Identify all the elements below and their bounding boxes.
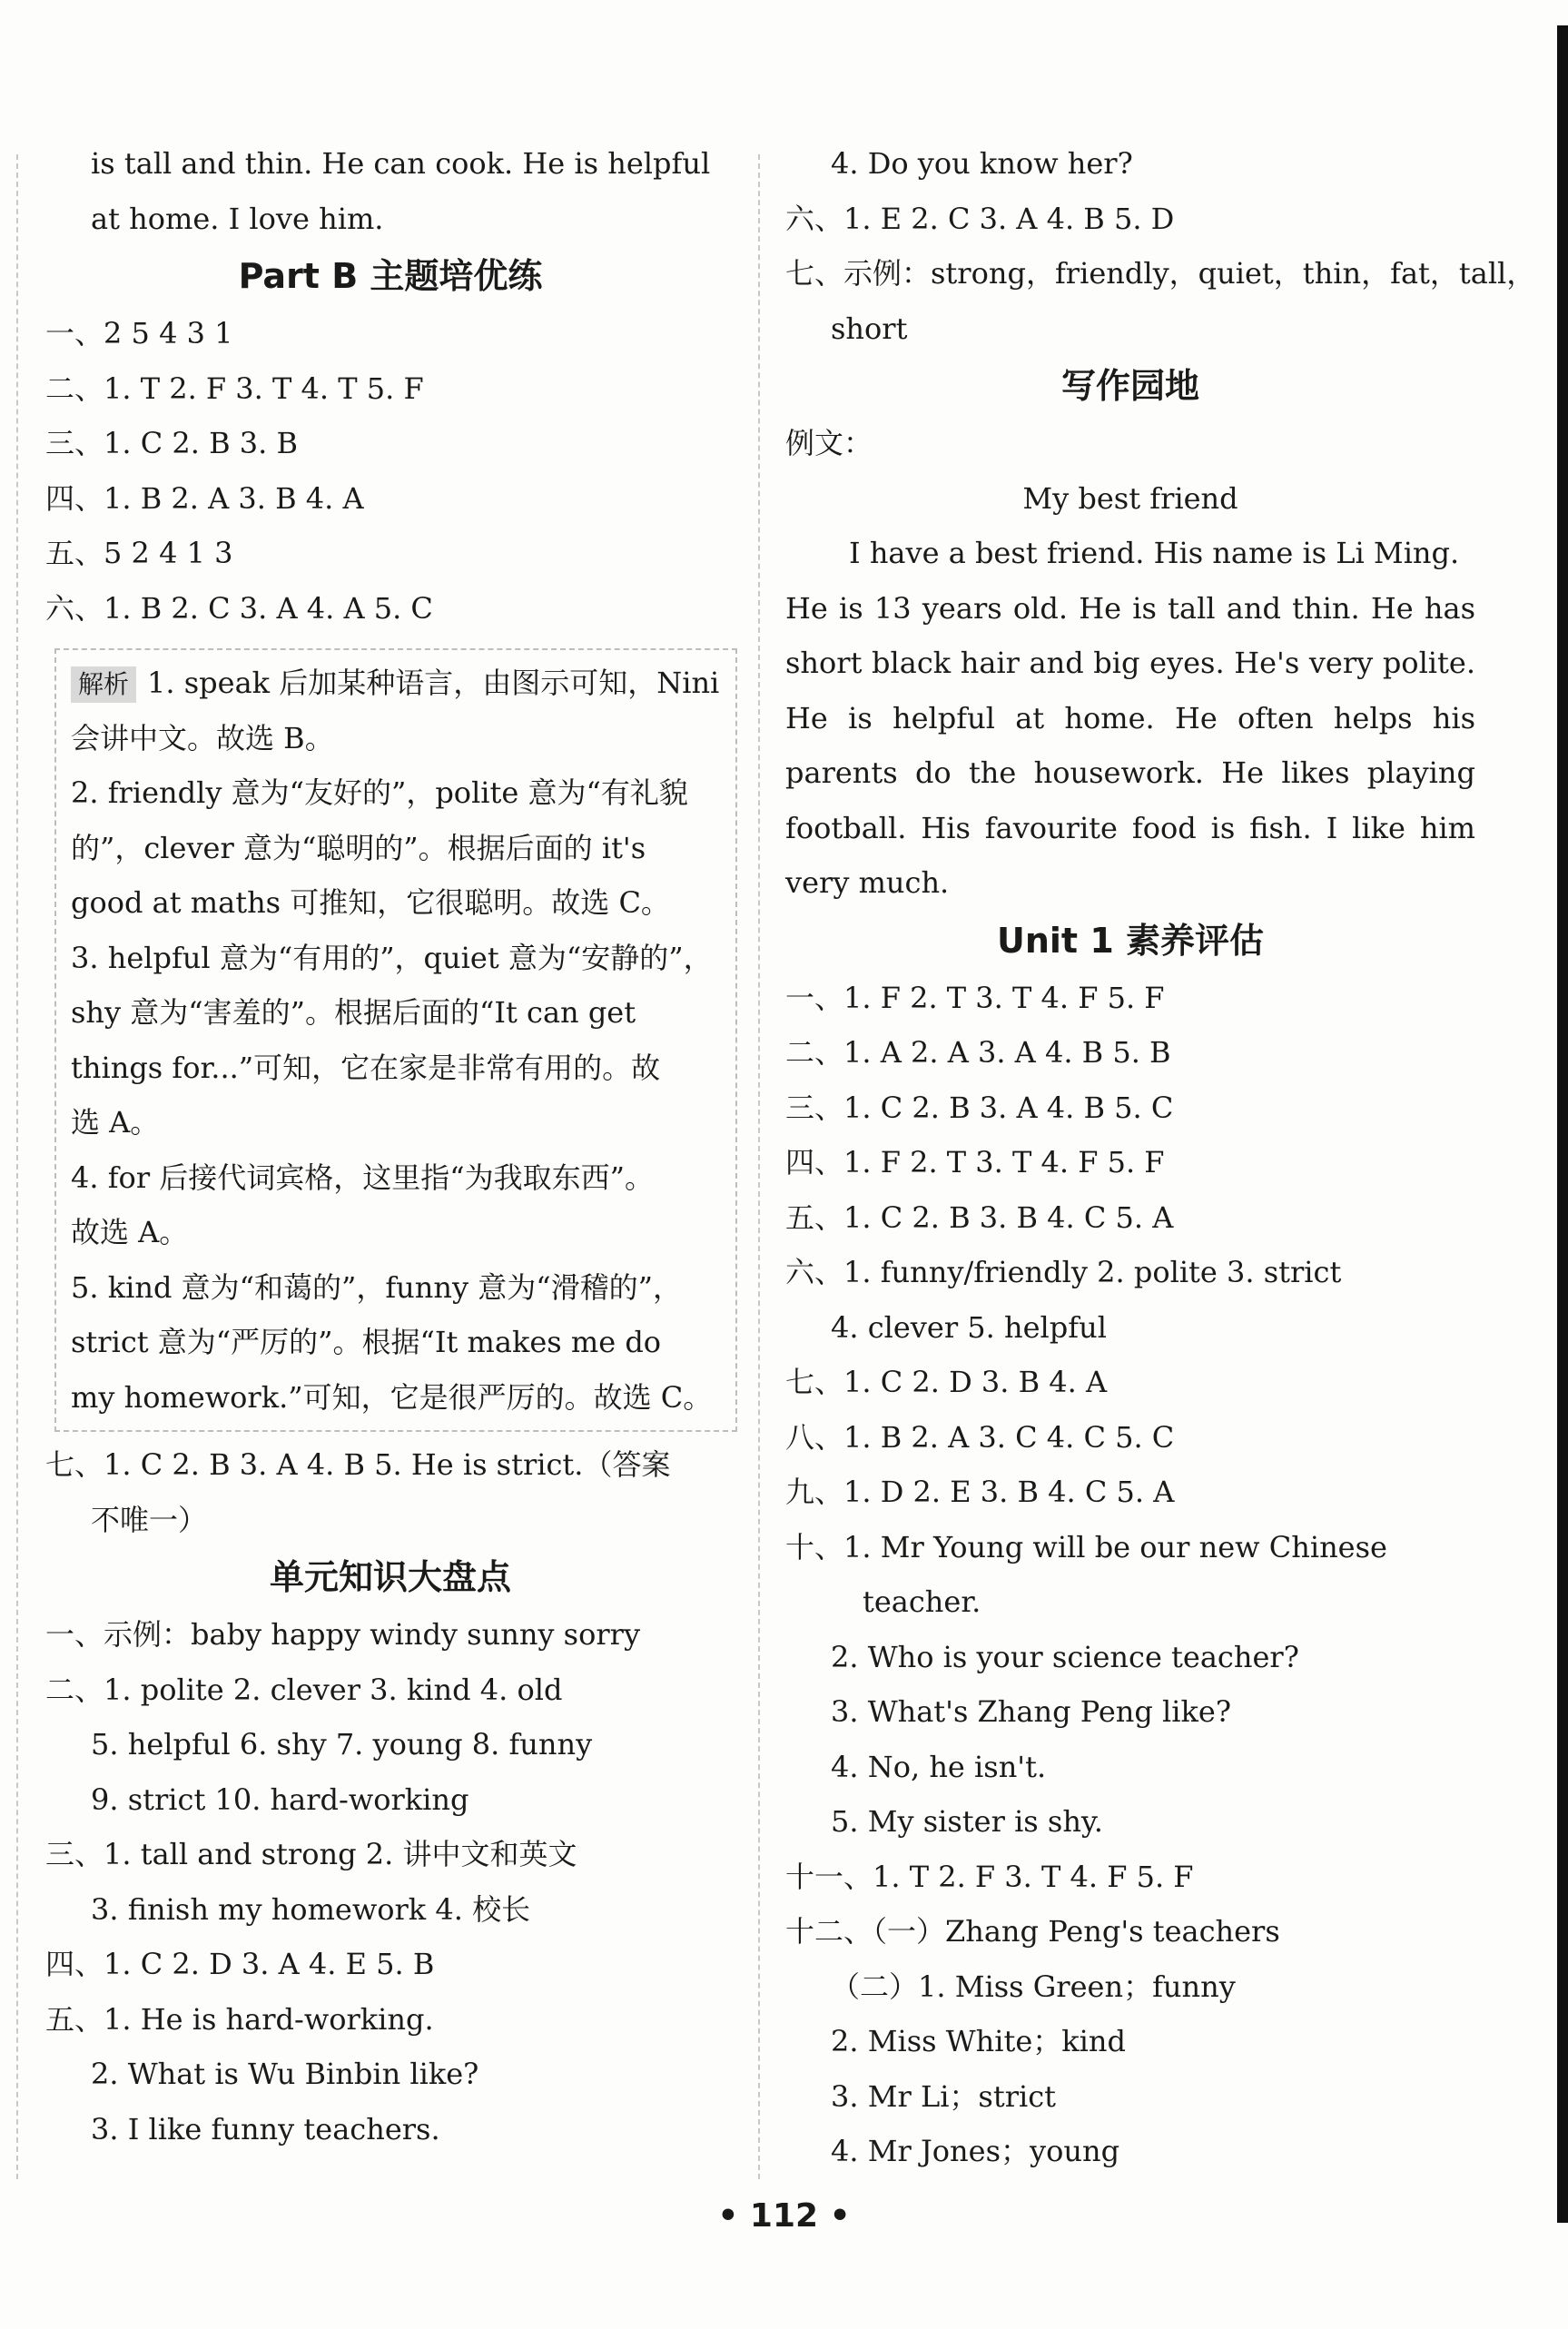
answer-line: 七、1. C 2. D 3. B 4. A: [785, 1365, 1108, 1399]
answer-line: 5. My sister is shy.: [831, 1804, 1103, 1839]
intro-line: at home. I love him.: [91, 201, 384, 236]
page-number: • 112 •: [717, 2197, 851, 2235]
answer-line: （二）1. Miss Green；funny: [831, 1969, 1236, 2004]
essay-line: very much.: [785, 865, 950, 900]
answer-line: 十二、（一）Zhang Peng's teachers: [785, 1914, 1280, 1949]
analysis-line: my homework.”可知，它是很严厉的。故选 C。: [71, 1379, 713, 1415]
analysis-line: 1. speak 后加某种语言，由图示可知，Nini: [147, 666, 720, 700]
essay-line: He is 13 years old. He is tall and thin. He has: [785, 590, 1475, 626]
answer-line: 2. What is Wu Binbin like?: [91, 2057, 479, 2091]
essay-line: parents do the housework. He likes playing: [785, 755, 1475, 790]
analysis-line: shy 意为“害羞的”。根据后面的“It can get: [71, 995, 636, 1030]
answer-line: 五、5 2 4 1 3: [45, 536, 233, 570]
answer-line: 四、1. B 2. A 3. B 4. A: [45, 480, 364, 516]
analysis-line: things for...”可知，它在家是非常有用的。故: [71, 1050, 661, 1085]
writing-title: 写作园地: [1060, 366, 1199, 406]
answer-line: 不唯一）: [91, 1502, 208, 1537]
analysis-line: 3. helpful 意为“有用的”，quiet 意为“安静的”，: [71, 940, 713, 975]
analysis-line: 4. for 后接代词宾格，这里指“为我取东西”。: [71, 1160, 655, 1195]
answer-line: 三、1. C 2. B 3. B: [45, 426, 298, 460]
analysis-line: 选 A。: [71, 1105, 160, 1140]
answer-line: 一、示例：baby happy windy sunny sorry: [45, 1617, 641, 1652]
answer-line: 二、1. T 2. F 3. T 4. T 5. F: [45, 370, 424, 406]
answer-line: 3. I like funny teachers.: [91, 2111, 440, 2146]
answer-line: 七、1. C 2. B 3. A 4. B 5. He is strict.（答案: [45, 1447, 671, 1482]
essay-line: I have a best friend. His name is Li Ming.: [849, 536, 1460, 570]
analysis-line: strict 意为“严厉的”。根据“It makes me do: [71, 1325, 662, 1359]
answer-line: 七、示例：strong，friendly，quiet，thin，fat，tall，: [785, 256, 1536, 291]
left-column: [45, 136, 735, 2156]
answer-line: 五、1. C 2. B 3. B 4. C 5. A: [785, 1199, 1174, 1235]
answer-line: 十一、1. T 2. F 3. T 4. F 5. F: [785, 1859, 1194, 1894]
answer-line: 八、1. B 2. A 3. C 4. C 5. C: [785, 1419, 1175, 1455]
answer-line: 3. Mr Li；strict: [831, 2078, 1057, 2114]
answer-line: 三、1. C 2. B 3. A 4. B 5. C: [785, 1090, 1174, 1125]
answer-line: short: [831, 311, 908, 346]
answer-line: 九、1. D 2. E 3. B 4. C 5. A: [785, 1475, 1175, 1509]
answer-line: 六、1. B 2. C 3. A 4. A 5. C: [45, 590, 433, 626]
answer-line: 9. strict 10. hard-working: [91, 1781, 469, 1817]
analysis-line: good at maths 可推知，它很聪明。故选 C。: [71, 885, 670, 920]
answer-line: 2. Miss White；kind: [831, 2024, 1126, 2058]
page-edge-bar: [1557, 25, 1568, 2223]
right-column: [785, 136, 1536, 2179]
column-divider: [758, 154, 760, 2179]
analysis-line: 的”，clever 意为“聪明的”。根据后面的 it's: [71, 830, 646, 865]
answer-line: 2. Who is your science teacher?: [831, 1639, 1299, 1674]
answer-line: 5. helpful 6. shy 7. young 8. funny: [91, 1727, 593, 1762]
unit-title: Unit 1 素养评估: [997, 920, 1264, 961]
answer-line: teacher.: [863, 1584, 981, 1619]
intro-line: is tall and thin. He can cook. He is helpful: [91, 146, 711, 181]
analysis-tag: 解析: [71, 666, 136, 703]
analysis-line: 5. kind 意为“和蔼的”，funny 意为“滑稽的”，: [71, 1269, 682, 1305]
part-b-title: Part B 主题培优练: [238, 256, 543, 296]
analysis-line: 故选 A。: [71, 1215, 189, 1249]
review-title: 单元知识大盘点: [269, 1557, 511, 1597]
essay-line: football. His favourite food is fish. I like him: [785, 810, 1475, 845]
answer-line: 十、1. Mr Young will be our new Chinese: [785, 1529, 1387, 1564]
answer-line: 四、1. F 2. T 3. T 4. F 5. F: [785, 1145, 1165, 1179]
essay-title: My best friend: [1022, 480, 1238, 516]
sample-label: 例文：: [785, 426, 873, 460]
answer-line: 六、1. E 2. C 3. A 4. B 5. D: [785, 201, 1175, 236]
answer-line: 4. Mr Jones；young: [831, 2134, 1120, 2168]
answer-line: 4. No, he isn't.: [831, 1749, 1047, 1784]
answer-line: 三、1. tall and strong 2. 讲中文和英文: [45, 1837, 577, 1871]
answer-line: 3. What's Zhang Peng like?: [831, 1694, 1231, 1729]
answer-line: 3. finish my homework 4. 校长: [91, 1891, 531, 1927]
answer-line: 二、1. A 2. A 3. A 4. B 5. B: [785, 1035, 1171, 1070]
answer-line: 4. Do you know her?: [831, 146, 1133, 181]
answer-line: 一、2 5 4 3 1: [45, 316, 233, 350]
answer-line: 五、1. He is hard-working.: [45, 2001, 434, 2037]
essay-line: short black hair and big eyes. He's very polite.: [785, 646, 1475, 680]
analysis-box: [54, 648, 737, 1432]
answer-line: 四、1. C 2. D 3. A 4. E 5. B: [45, 1947, 435, 1981]
answer-line: 一、1. F 2. T 3. T 4. F 5. F: [785, 980, 1165, 1015]
answer-line: 六、1. funny/friendly 2. polite 3. strict: [785, 1255, 1342, 1289]
analysis-line: 2. friendly 意为“友好的”，polite 意为“有礼貌: [71, 775, 688, 810]
left-margin-line: [16, 154, 18, 2179]
essay-line: He is helpful at home. He often helps his: [785, 700, 1475, 735]
answer-line: 4. clever 5. helpful: [831, 1309, 1107, 1345]
answer-line: 二、1. polite 2. clever 3. kind 4. old: [45, 1672, 563, 1707]
analysis-line: 会讲中文。故选 B。: [71, 720, 334, 755]
